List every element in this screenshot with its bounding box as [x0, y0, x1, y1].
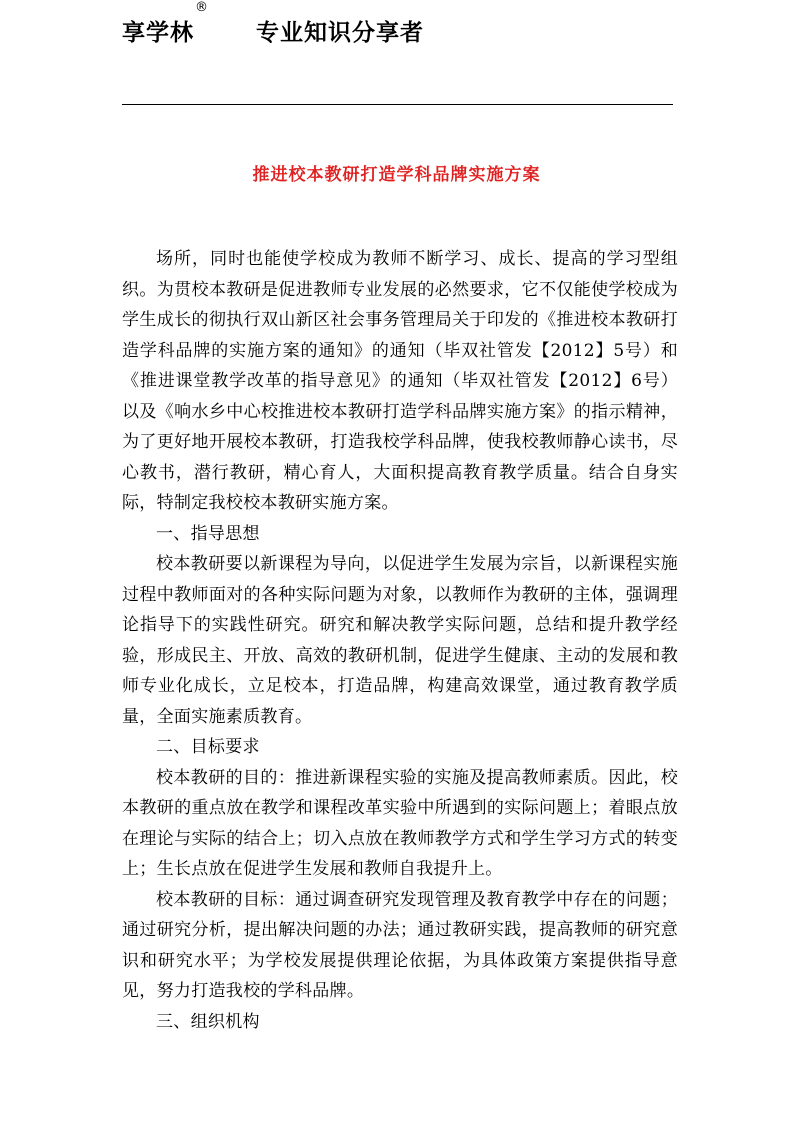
- intro-paragraph: 场所，同时也能使学校成为教师不断学习、成长、提高的学习型组织。为贯校本教研是促进教师专业发展的必然要求，它不仅能使学校成为学生成长的彻执行双山新区社会事务管理局关于印发的《推进校本教研打造学科品牌的实施方案的通知》的通知（毕双社管发【2012】5号）和《推进课堂教学改革的指导意见》的通知（毕双社管发【2012】6号）以及《响水乡中心校推进校本教研打造学科品牌实施方案》的指示精神，为了更好地开展校本教研，打造我校学科品牌，使我校教师静心读书，尽心教书，潜行教研，精心育人，大面积提高教育教学质量。结合自身实际，特制定我校校本教研实施方案。: [122, 249, 678, 513]
- header-slogan: 专业知识分享者: [256, 20, 424, 46]
- goals-target-paragraph: 校本教研的目标：通过调查研究发现管理及教育教学中存在的问题；通过研究分析，提出解决问题的办法；通过教研实践，提高教师的研究意识和研究水平；为学校发展提供理论依据，为具体政策方案提供指导意见，努力打造我校的学科品牌。: [122, 889, 678, 1001]
- document-title: 推进校本教研打造学科品牌实施方案: [252, 165, 541, 185]
- guiding-ideology-paragraph: 校本教研要以新课程为导向，以促进学生发展为宗旨，以新课程实施过程中教师面对的各种实际问题为对象，以教师作为教研的主体，强调理论指导下的实践性研究。研究和解决教学实际问题，总结和提升教学经验，形成民主、开放、高效的教研机制，促进学生健康、主动的发展和教师专业化成长，立足校本，打造品牌，构建高效课堂，通过教育教学质量，全面实施素质教育。: [122, 554, 678, 727]
- document-body: [122, 244, 678, 1037]
- section-heading-goals: 二、目标要求: [156, 737, 260, 757]
- section-heading-guiding-ideology: 一、指导思想: [156, 523, 260, 544]
- registered-trademark-mark: ®: [195, 0, 208, 15]
- header-brand: 享学林: [122, 20, 194, 46]
- goals-purpose-paragraph: 校本教研的目的：推进新课程实验的实施及提高教师素质。因此，校本教研的重点放在教学和课程改革实验中所遇到的实际问题上；着眼点放在理论与实际的结合上；切入点放在教师教学方式和学生学习方式的转变上；生长点放在促进学生发展和教师自我提升上。: [122, 767, 678, 879]
- page-header: [122, 58, 673, 105]
- section-heading-organization: 三、组织机构: [156, 1011, 260, 1032]
